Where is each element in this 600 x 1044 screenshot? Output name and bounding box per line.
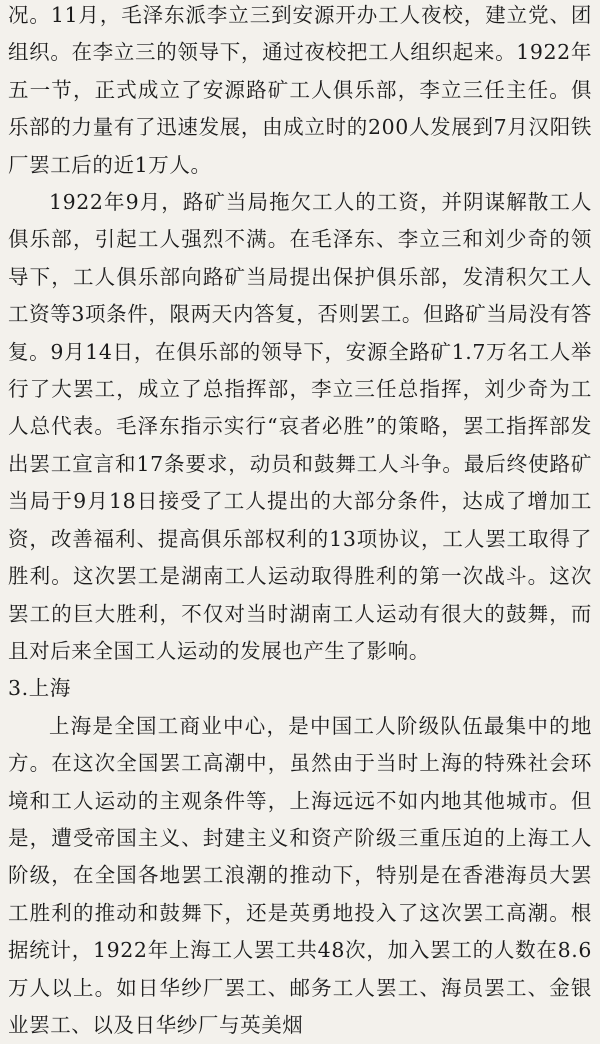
section-heading-shanghai: 3.上海 [8,676,71,701]
paragraph-shanghai: 上海是全国工商业中心，是中国工人阶级队伍最集中的地方。在这次全国罢工高潮中，虽然由于当时上海的特殊社会环境和工人运动的主观条件等，上海远远不如内地其他城市。但是，遭受帝国主义、封建主义和资产阶级三重压迫的上海工人阶级，在全国各地罢工浪潮的推动下，特别是在香港海员大罢工胜利的推动和鼓舞下，还是英勇地投入了这次罢工高潮。根据统计，1922年上海工人罢工共48次，加入罢工的人数在8.6万人以上。如日华纱厂罢工、邮务工人罢工、海员罢工、金银业罢工、以及日华纱厂与英美烟 [8,713,592,1037]
paragraph-anyuan-strike: 1922年9月，路矿当局拖欠工人的工资，并阴谋解散工人俱乐部，引起工人强烈不满。在毛泽东、李立三和刘少奇的领导下，工人俱乐部向路矿当局提出保护俱乐部，发清积欠工人工资等3项条件，限两天内答复，否则罢工。但路矿当局没有答复。9月14日，在俱乐部的领导下，安源全路矿1.7万名工人举行了大罢工，成立了总指挥部，李立三任总指挥，刘少奇为工人总代表。毛泽东指示实行“哀者必胜”的策略，罢工指挥部发出罢工宣言和17条要求，动员和鼓舞工人斗争。最后终使路矿当局于9月18日接受了工人提出的大部分条件，达成了增加工资，改善福利、提高俱乐部权利的13项协议，工人罢工取得了胜利。这次罢工是湖南工人运动取得胜利的第一次战斗。这次罢工的巨大胜利，不仅对当时湖南工人运动有很大的鼓舞，而且对后来全国工人运动的发展也产生了影响。 [8,190,592,663]
paragraph-anyuan-night-school: 况。11月，毛泽东派李立三到安源开办工人夜校，建立党、团组织。在李立三的领导下，通过夜校把工人组织起来。1922年五一节，正式成立了安源路矿工人俱乐部，李立三任主任。俱乐部的力量有了迅速发展，由成立时的200人发展到7月汉阳铁厂罢工后的近1万人。 [8,3,592,177]
